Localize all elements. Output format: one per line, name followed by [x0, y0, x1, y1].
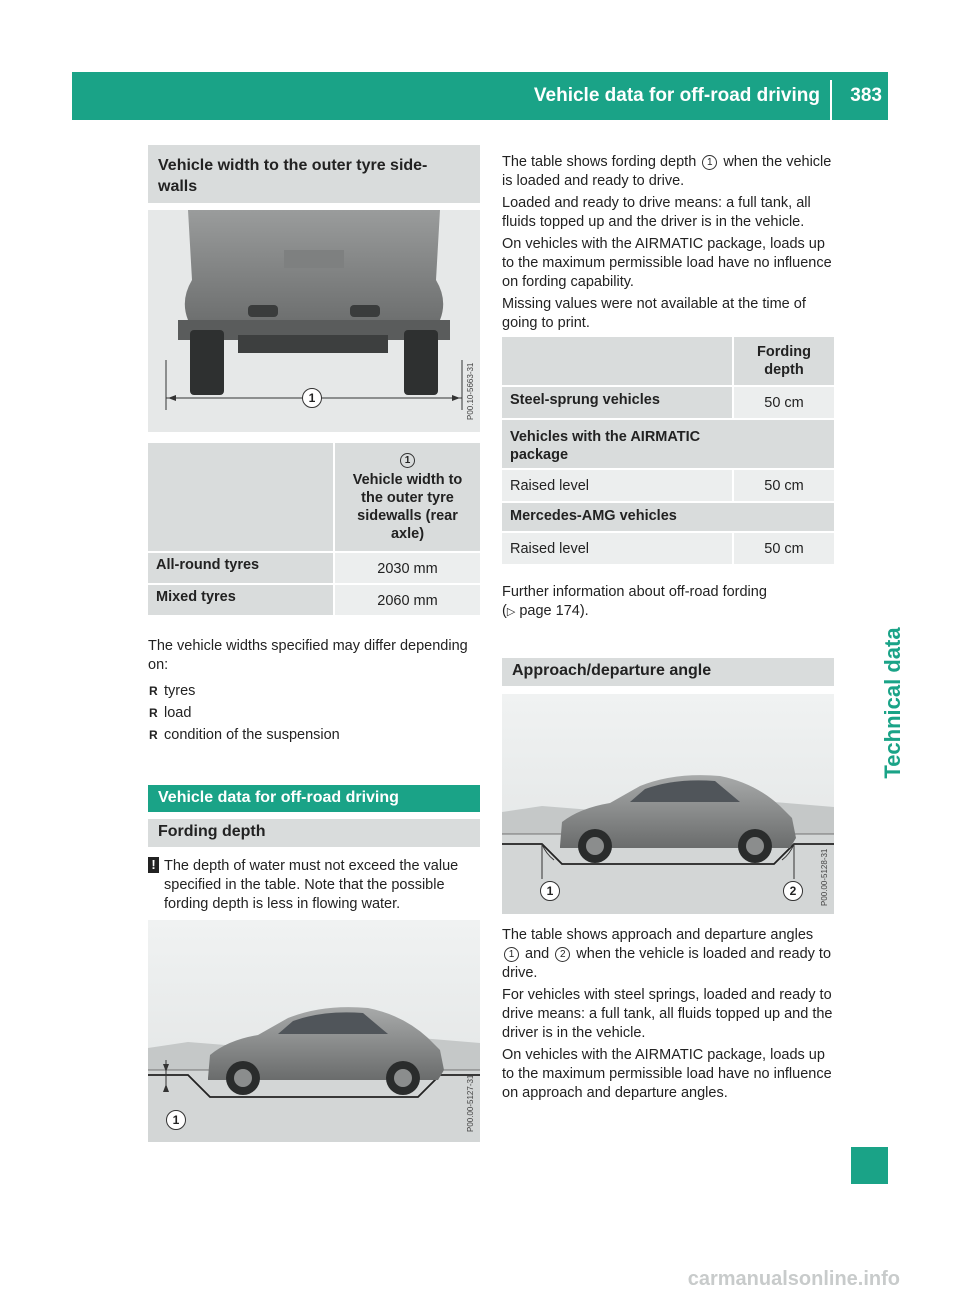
side-tab-marker: [851, 1147, 888, 1184]
figure-code: P00.00-5127-31: [466, 1074, 475, 1132]
callout-2: 2: [783, 881, 803, 901]
list-item: R condition of the suspension: [148, 724, 480, 746]
callout-1: 1: [540, 881, 560, 901]
row-label: Raised level: [502, 470, 732, 501]
airmatic-approach-paragraph: On vehicles with the AIRMATIC package, loads up to the maximum permissible load have no influence on approach and departure angles.: [502, 1047, 832, 1101]
table-row: [502, 387, 834, 418]
row-label: Raised level: [502, 533, 732, 564]
header-divider: [830, 80, 832, 120]
width-paragraph: The vehicle widths specified may differ depending on:: [148, 638, 468, 673]
side-tab: [868, 620, 908, 790]
table-col-head: [335, 443, 480, 551]
fording-heading: Fording depth: [148, 819, 480, 847]
row-value: 2030 mm: [335, 553, 480, 583]
row-value: 2060 mm: [335, 585, 480, 615]
page-ref-link[interactable]: page 174).: [519, 603, 589, 619]
intro-prefix: The table shows fording depth: [502, 154, 697, 170]
width-section-heading: [148, 145, 480, 203]
airmatic-paragraph: On vehicles with the AIRMATIC package, loads up to the maximum permissible load have no influence on fording capability.: [502, 236, 832, 290]
right-intro: [502, 153, 836, 336]
approach-text: [502, 926, 836, 1106]
missing-values-paragraph: Missing values were not available at the time of going to print.: [502, 296, 806, 331]
intro-paragraph: [502, 153, 836, 191]
intro-suffix: when the vehicle is loaded and ready to drive.: [502, 154, 832, 189]
fording-figure: [148, 920, 480, 1142]
col-head-text: Vehicle width to the outer tyre sidewalls (rear axle): [352, 472, 463, 542]
loaded-paragraph: Loaded and ready to drive means: a full tank, all fluids topped up and the driver is in the vehicle.: [502, 195, 811, 230]
col-num: 1: [400, 453, 415, 468]
width-table: [148, 443, 480, 615]
fording-car-illustration: [148, 920, 480, 1142]
rear-width-figure: [148, 210, 480, 432]
table-row: [502, 470, 834, 501]
table-row: [148, 585, 480, 615]
row-label: Steel-sprung vehicles: [502, 387, 732, 418]
warning-text: The depth of water must not exceed the value specified in the table. Note that the possible fording depth is less in flowing water.: [164, 858, 459, 912]
header-title: Vehicle data for off-road driving: [533, 85, 820, 106]
approach-figure: [502, 694, 834, 914]
page-header: [72, 72, 888, 120]
approach-text-a: The table shows approach and departure angles: [502, 927, 814, 943]
inline-callout-2: 2: [555, 947, 570, 962]
table-corner: [502, 337, 732, 385]
approach-paragraph: [502, 926, 836, 983]
approach-and: and: [525, 946, 550, 962]
table-row: [502, 533, 834, 564]
figure-code: P00.00-5128-31: [820, 848, 829, 906]
warning-icon: !: [148, 857, 159, 873]
table-row: [148, 553, 480, 583]
table-group-row: [502, 420, 834, 468]
inline-callout-1: 1: [504, 947, 519, 962]
table-col-head: Fording depth: [734, 337, 834, 385]
approach-text-b: when the vehicle is loaded and ready to drive.: [502, 946, 832, 981]
row-value: 50 cm: [734, 387, 834, 418]
list-item: R tyres: [148, 680, 480, 702]
row-value: 50 cm: [734, 533, 834, 564]
warning-note: [148, 857, 480, 914]
figure-code: P00.10-5663-31: [466, 362, 475, 420]
row-label: Mixed tyres: [148, 585, 333, 615]
bullet-list: [148, 680, 480, 746]
further-info: [502, 583, 836, 622]
arrow-icon: ▷: [506, 606, 516, 618]
further-text: Further information about off-road fording: [502, 584, 767, 600]
fording-table: [502, 337, 834, 564]
table-corner: [148, 443, 333, 551]
approach-heading: Approach/departure angle: [502, 658, 834, 686]
page-number: 383: [850, 85, 882, 106]
watermark: carmanualsonline.info: [687, 1268, 900, 1290]
callout-1: 1: [166, 1110, 186, 1130]
offroad-heading: Vehicle data for off-road driving: [148, 785, 480, 812]
callout-1: 1: [302, 388, 322, 408]
group-label: Vehicles with the AIRMATIC package: [510, 429, 701, 463]
table-group-row: Mercedes-AMG vehicles: [502, 503, 834, 531]
width-section-heading-text: Vehicle width to the outer tyre side-walls: [158, 157, 428, 195]
steel-springs-paragraph: For vehicles with steel springs, loaded and ready to drive means: a full tank, all fluids topped up and the driver is in the vehicle.: [502, 987, 833, 1041]
side-tab-label: Technical data: [880, 627, 905, 779]
page-reference[interactable]: (▷ page 174).: [502, 603, 589, 619]
list-item: R load: [148, 702, 480, 724]
row-value: 50 cm: [734, 470, 834, 501]
row-label: All-round tyres: [148, 553, 333, 583]
inline-callout: 1: [702, 155, 717, 170]
